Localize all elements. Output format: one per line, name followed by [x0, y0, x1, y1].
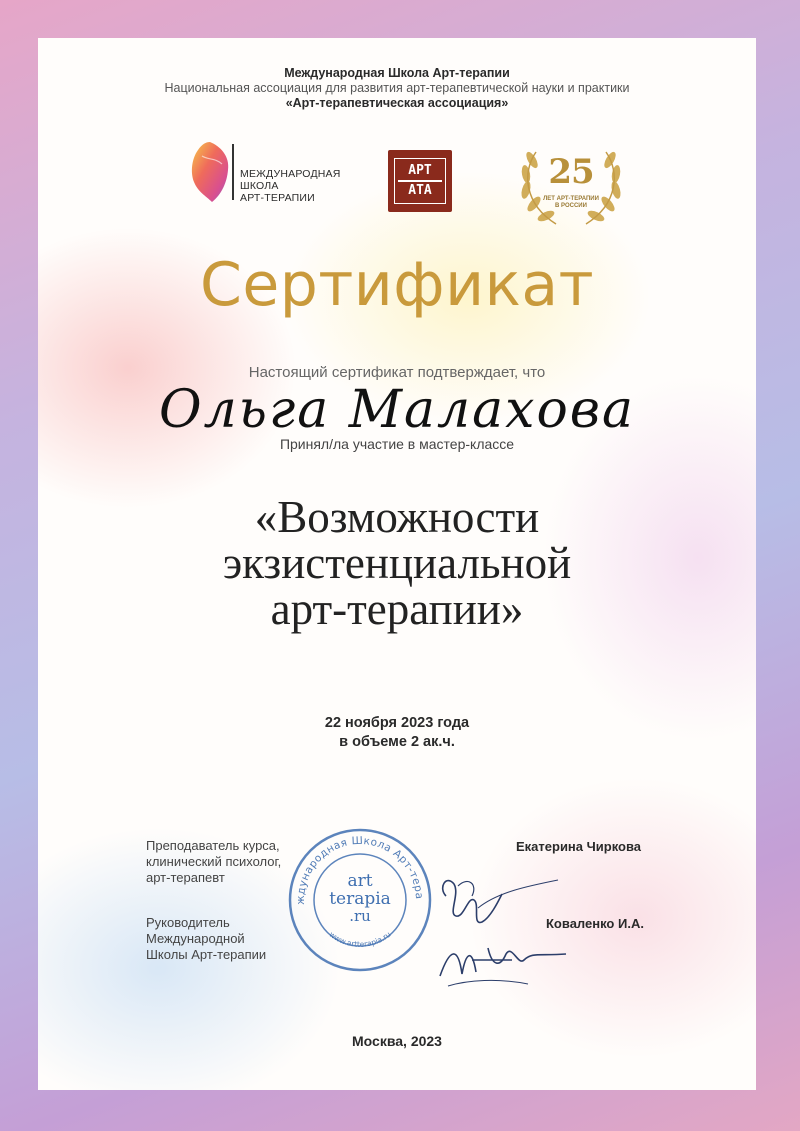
anniversary-number: 25	[548, 152, 594, 192]
course-date	[38, 714, 756, 752]
paint-splash-icon	[188, 138, 232, 206]
org-name: Международная Школа Арт-терапии	[284, 66, 510, 80]
teacher-role-line: клинический психолог,	[146, 854, 282, 869]
head-role-line: Школы Арт-терапии	[146, 947, 267, 962]
org-association: «Арт-терапевтическая ассоциация»	[285, 96, 509, 110]
school-logo-line: АРТ-ТЕРАПИИ	[240, 192, 315, 204]
anniversary-caption-line: ЛЕТ АРТ-ТЕРАПИИ	[543, 196, 599, 202]
head-name: Коваленко И.А.	[546, 916, 644, 931]
anniversary-caption	[536, 196, 606, 210]
head-role	[146, 915, 266, 963]
school-logo-text	[240, 168, 341, 204]
head-role-line: Международной	[146, 931, 245, 946]
handwritten-signatures	[428, 856, 578, 996]
city-year: Москва, 2023	[352, 1033, 442, 1049]
school-logo-line: МЕЖДУНАРОДНАЯ	[240, 168, 341, 180]
ata-logo	[388, 150, 452, 212]
course-title-line: «Возможности	[254, 492, 540, 542]
teacher-role	[146, 838, 281, 886]
course-title-line: арт-терапии»	[270, 584, 524, 634]
school-logo	[188, 138, 348, 208]
anniversary-caption-line: В РОССИИ	[555, 203, 587, 209]
anniversary-badge	[514, 138, 628, 230]
ata-logo-line: АТА	[408, 183, 432, 198]
organization-stamp	[286, 826, 434, 974]
certificate-title: Сертификат	[199, 250, 595, 320]
head-signature	[440, 948, 566, 976]
participation-text: Принял/ла участие в мастер-классе	[279, 436, 515, 452]
stamp-center-line: terapia	[329, 889, 391, 909]
hours-line: в объеме 2 ак.ч.	[339, 734, 455, 750]
stamp-center-line: art	[347, 871, 373, 891]
ata-logo-rule	[398, 180, 442, 182]
teacher-role-line: Преподаватель курса,	[146, 838, 280, 853]
course-title-line: экзистенциальной	[222, 538, 572, 588]
date-line: 22 ноября 2023 года	[324, 715, 470, 731]
school-logo-line: ШКОЛА	[240, 180, 279, 192]
ata-logo-line: АРТ	[408, 163, 432, 178]
teacher-signature	[443, 881, 502, 923]
svg-text:www.artterapia.ru	[327, 930, 392, 949]
certificate-sheet	[38, 38, 756, 1090]
confirmation-text: Настоящий сертификат подтверждает, что	[248, 364, 546, 381]
course-title	[38, 494, 756, 632]
logo-divider	[232, 144, 234, 200]
head-role-line: Руководитель	[146, 915, 230, 930]
stamp-ring-text: ждународная Школа Арт-тера	[294, 834, 426, 905]
teacher-role-line: арт-терапевт	[146, 870, 225, 885]
stamp-url: www.artterapia.ru	[327, 929, 393, 949]
org-description: Национальная ассоциация для развития арт-терапевтической науки и практики	[164, 81, 630, 95]
stamp-center-line: .ru	[349, 907, 371, 925]
teacher-name: Екатерина Чиркова	[516, 839, 642, 854]
recipient-name: Ольга Малахова	[158, 380, 636, 440]
stamp-seal-icon	[286, 826, 434, 974]
